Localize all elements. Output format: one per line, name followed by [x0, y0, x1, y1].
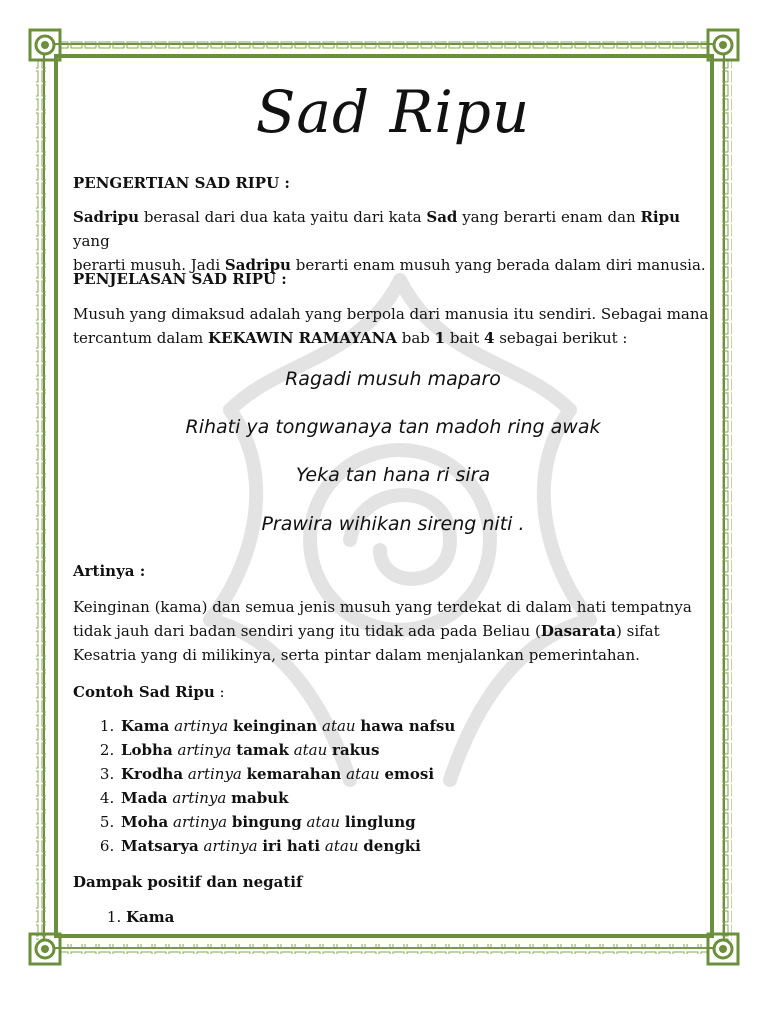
penjelasan-paragraph: Musuh yang dimaksud adalah yang berpola dari manusia itu sendiri. Sebagai mana tercantum dalam KEKAWIN RAMAYANA bab 1 bait 4 sebagai berikut : — [73, 305, 709, 347]
list-item: 3. Krodha artinya kemarahan atau emosi — [119, 762, 455, 786]
artinya-heading: Artinya : — [73, 562, 146, 580]
dampak-heading: Dampak positif dan negatif — [73, 873, 303, 891]
list-item: 2. Lobha artinya tamak atau rakus — [119, 738, 455, 762]
penjelasan-heading: PENJELASAN SAD RIPU : — [73, 270, 287, 288]
poem-line-3: Yeka tan hana ri sira — [295, 464, 491, 486]
pengertian-paragraph: Sadripu berasal dari dua kata yaitu dari kata Sad yang berarti enam dan Ripu yang berarti musuh. Jadi Sadripu berarti enam musuh yang berada dalam diri manusia. — [73, 208, 706, 274]
artinya-paragraph: Keinginan (kama) dan semua jenis musuh yang terdekat di dalam hati tempatnya tidak jauh dari badan sendiri yang itu tidak ada pada Beliau (Dasarata) sifat Kesatria yang di milikinya, serta pintar dalam menjalankan pemerintahan. — [73, 598, 692, 664]
corner-ornament-bottom-right — [708, 934, 738, 964]
list-item: 6. Matsarya artinya iri hati atau dengki — [119, 834, 455, 858]
list-item: 1. Kama — [126, 905, 174, 929]
dampak-list — [102, 905, 174, 929]
pengertian-heading: PENGERTIAN SAD RIPU : — [73, 174, 290, 192]
list-item: 1. Kama artinya keinginan atau hawa nafsu — [119, 714, 455, 738]
poem-line-1: Ragadi musuh maparo — [285, 368, 501, 390]
poem-line-2: Rihati ya tongwanaya tan madoh ring awak — [185, 416, 601, 438]
list-item: 4. Mada artinya mabuk — [119, 786, 455, 810]
list-item: 5. Moha artinya bingung atau linglung — [119, 810, 455, 834]
page-title: Sad Ripu — [255, 78, 531, 146]
corner-ornament-top-right — [708, 30, 738, 60]
contoh-heading: Contoh Sad Ripu : — [73, 683, 225, 701]
corner-ornament-bottom-left — [30, 934, 60, 964]
poem-line-4: Prawira wihikan sireng niti . — [261, 513, 525, 535]
contoh-list — [95, 714, 455, 858]
corner-ornament-top-left — [30, 30, 60, 60]
